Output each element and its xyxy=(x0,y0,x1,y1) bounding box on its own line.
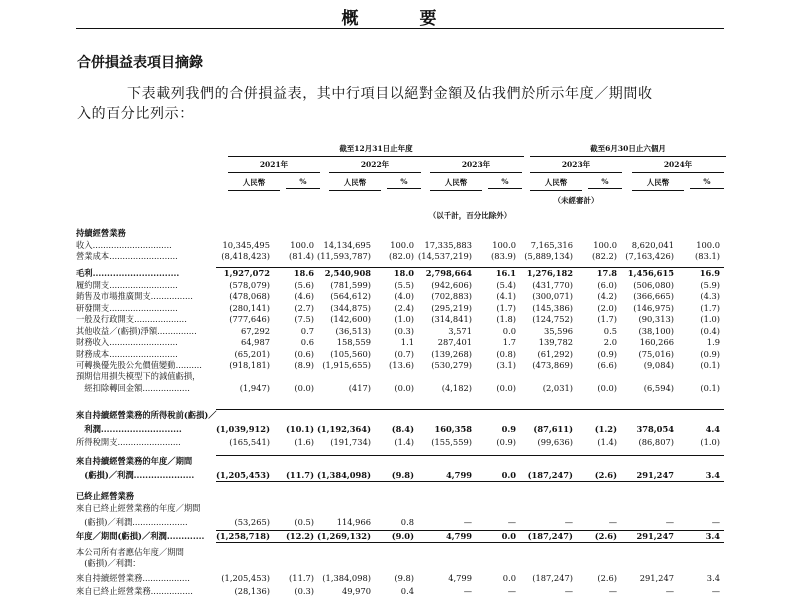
percent-cell: 3.4 xyxy=(706,573,720,583)
percent-cell: (13.6) xyxy=(389,360,414,370)
percent-cell: (0.1) xyxy=(700,383,720,393)
row-label: (虧損)／利潤..................... xyxy=(76,517,188,527)
percent-cell: (1.8) xyxy=(496,314,516,324)
percent-cell: (82.2) xyxy=(592,251,617,261)
amount-cell: (1,205,453) xyxy=(215,470,270,480)
percent-cell: 1.7 xyxy=(502,337,516,347)
percent-cell: 0.4 xyxy=(400,586,414,596)
amount-cell: 64,987 xyxy=(240,337,270,347)
amount-cell: (90,313) xyxy=(638,314,674,324)
amount-cell: 14,134,695 xyxy=(323,240,371,250)
percent-cell: (2.7) xyxy=(294,303,314,313)
percent-cell: (1.0) xyxy=(394,314,414,324)
percent-cell: 0.9 xyxy=(501,424,516,434)
percent-cell: (1.7) xyxy=(597,314,617,324)
amount-cell: (145,386) xyxy=(532,303,573,313)
percent-cell: (0.1) xyxy=(700,360,720,370)
table-row xyxy=(0,517,800,528)
amount-cell: (5,889,134) xyxy=(524,251,573,261)
percent-cell: (10.1) xyxy=(285,424,314,434)
table-row xyxy=(0,268,800,279)
amount-cell: 1,456,615 xyxy=(627,268,674,278)
amount-cell: (191,734) xyxy=(330,437,371,447)
percent-cell: 3.4 xyxy=(705,470,720,480)
amount-cell: (1,205,453) xyxy=(221,573,270,583)
table-row xyxy=(0,326,800,337)
percent-cell: (4.6) xyxy=(294,291,314,301)
amount-cell: 291,247 xyxy=(636,531,674,541)
row-label: 持續經營業務 xyxy=(76,228,126,238)
amount-cell: 2,540,908 xyxy=(324,268,371,278)
row-label: 來自持續經營業務的年度／期間 xyxy=(76,456,193,466)
amount-cell: (2,031) xyxy=(542,383,573,393)
percent-cell: (9.8) xyxy=(391,470,414,480)
amount-cell: — xyxy=(665,517,674,527)
percent-subheader: % xyxy=(690,177,724,189)
percent-cell: 0.6 xyxy=(300,337,314,347)
percent-cell: (4.3) xyxy=(700,291,720,301)
percent-cell: (1.7) xyxy=(700,303,720,313)
row-label: 所得稅開支........................ xyxy=(76,437,181,447)
amount-cell: (14,537,219) xyxy=(418,251,472,261)
amount-cell: 139,782 xyxy=(538,337,573,347)
units-note: （以千計，百分比除外） xyxy=(428,211,512,220)
percent-cell: (5.9) xyxy=(700,280,720,290)
percent-cell: (0.6) xyxy=(294,349,314,359)
amount-cell: (87,611) xyxy=(533,424,573,434)
amount-cell: (38,100) xyxy=(638,326,674,336)
amount-cell: 1,927,072 xyxy=(223,268,270,278)
amount-cell: (1,039,912) xyxy=(215,424,270,434)
percent-cell: (0.8) xyxy=(496,349,516,359)
amount-cell: (1,947) xyxy=(239,383,270,393)
percent-cell: 0.7 xyxy=(300,326,314,336)
amount-cell: (139,268) xyxy=(431,349,472,359)
amount-cell: — xyxy=(564,517,573,527)
table-row xyxy=(0,531,800,542)
percent-cell: (82.0) xyxy=(389,251,414,261)
percent-cell: — xyxy=(711,517,720,527)
amount-cell: 2,798,664 xyxy=(425,268,472,278)
group-header-six-months: 截至6月30日止六個月 xyxy=(530,143,726,157)
row-label: 本公司所有者應佔年度／期間 xyxy=(76,547,184,557)
rmb-subheader: 人民幣 xyxy=(430,177,482,191)
row-label: 來自已終止經營業務................ xyxy=(76,586,193,596)
percent-cell: 0.0 xyxy=(502,326,516,336)
amount-cell: (1,915,655) xyxy=(322,360,371,370)
amount-cell: (36,513) xyxy=(335,326,371,336)
year-header: 2022年 xyxy=(329,159,421,173)
percent-cell: 17.8 xyxy=(596,268,617,278)
percent-cell: 18.0 xyxy=(393,268,414,278)
row-label: 來自已終止經營業務的年度／期間 xyxy=(76,503,201,513)
percent-cell: (0.9) xyxy=(700,349,720,359)
percent-cell: — xyxy=(507,517,516,527)
row-label: 財務成本.......................... xyxy=(76,349,178,359)
table-row xyxy=(0,437,800,448)
table-row xyxy=(0,251,800,262)
amount-cell: (155,559) xyxy=(431,437,472,447)
amount-cell: (1,269,132) xyxy=(316,531,371,541)
amount-cell: — xyxy=(665,586,674,596)
rmb-subheader: 人民幣 xyxy=(632,177,684,191)
amount-cell: (7,163,426) xyxy=(625,251,674,261)
year-header: 2024年 xyxy=(632,159,724,173)
amount-cell: (9,084) xyxy=(643,360,674,370)
percent-cell: (2.0) xyxy=(597,303,617,313)
percent-cell: 100.0 xyxy=(696,240,720,250)
percent-cell: (1.4) xyxy=(394,437,414,447)
rmb-subheader: 人民幣 xyxy=(329,177,381,191)
percent-cell: 1.1 xyxy=(400,337,414,347)
row-label: (虧損)／利潤..................... xyxy=(76,470,195,480)
table-row xyxy=(0,228,800,239)
percent-cell: (0.9) xyxy=(496,437,516,447)
amount-cell: 7,165,316 xyxy=(530,240,573,250)
amount-cell: (506,080) xyxy=(633,280,674,290)
row-label: 來自持續經營業務.................. xyxy=(76,573,190,583)
amount-cell: (1,258,718) xyxy=(215,531,270,541)
percent-cell: (0.5) xyxy=(294,517,314,527)
table-row xyxy=(0,349,800,360)
amount-cell: (187,247) xyxy=(532,573,573,583)
amount-cell: (11,593,787) xyxy=(317,251,371,261)
percent-subheader: % xyxy=(387,177,421,189)
row-label: 利潤............................ xyxy=(76,424,182,434)
percent-cell: (83.1) xyxy=(695,251,720,261)
amount-cell: (4,182) xyxy=(441,383,472,393)
amount-cell: (65,201) xyxy=(234,349,270,359)
amount-cell: 67,292 xyxy=(240,326,270,336)
amount-cell: (146,975) xyxy=(633,303,674,313)
percent-cell: (0.0) xyxy=(394,383,414,393)
amount-cell: 8,620,041 xyxy=(631,240,674,250)
amount-cell: 291,247 xyxy=(639,573,674,583)
amount-cell: 158,559 xyxy=(336,337,371,347)
amount-cell: 378,054 xyxy=(636,424,674,434)
percent-subheader: % xyxy=(488,177,522,189)
amount-cell: (124,752) xyxy=(532,314,573,324)
percent-cell: (2.4) xyxy=(394,303,414,313)
amount-cell: (1,384,098) xyxy=(322,573,371,583)
amount-cell: (530,279) xyxy=(431,360,472,370)
amount-cell: (105,560) xyxy=(330,349,371,359)
amount-cell: 4,799 xyxy=(446,470,472,480)
table-row xyxy=(0,410,800,421)
percent-subheader: % xyxy=(286,177,320,189)
amount-cell: (478,068) xyxy=(229,291,270,301)
row-label: 其他收益／(虧損)淨額............... xyxy=(76,326,197,336)
percent-cell: (5.6) xyxy=(294,280,314,290)
percent-cell: 100.0 xyxy=(290,240,314,250)
percent-cell: 100.0 xyxy=(593,240,617,250)
intro-line-2: 入的百分比列示： xyxy=(77,106,194,122)
amount-cell: 1,276,182 xyxy=(526,268,573,278)
amount-cell: (300,071) xyxy=(532,291,573,301)
percent-cell: (2.6) xyxy=(594,531,617,541)
amount-cell: 4,799 xyxy=(448,573,472,583)
amount-cell: (314,841) xyxy=(431,314,472,324)
table-row xyxy=(0,573,800,584)
row-label: 可轉換優先股公允價值變動.......... xyxy=(76,360,202,370)
amount-cell: (417) xyxy=(348,383,371,393)
amount-cell: (6,594) xyxy=(643,383,674,393)
table-row xyxy=(0,586,800,597)
amount-cell: 287,401 xyxy=(437,337,472,347)
amount-cell: (1,384,098) xyxy=(316,470,371,480)
percent-cell: 16.9 xyxy=(699,268,720,278)
percent-cell: — xyxy=(608,586,617,596)
percent-cell: 4.4 xyxy=(705,424,720,434)
amount-cell: (918,181) xyxy=(229,360,270,370)
amount-cell: (142,600) xyxy=(330,314,371,324)
year-header: 2023年 xyxy=(430,159,522,173)
percent-cell: (7.5) xyxy=(294,314,314,324)
percent-cell: (11.7) xyxy=(285,470,314,480)
table-row xyxy=(0,456,800,467)
year-header: 2021年 xyxy=(228,159,320,173)
percent-cell: (0.0) xyxy=(496,383,516,393)
intro-line-1: 下表載列我們的合併損益表，其中行項目以絕對金額及佔我們於所示年度／期間收 xyxy=(127,86,653,102)
amount-cell: 10,345,495 xyxy=(222,240,270,250)
percent-cell: (1.6) xyxy=(294,437,314,447)
row-label: 履約開支.......................... xyxy=(76,280,178,290)
percent-cell: (6.6) xyxy=(597,360,617,370)
percent-cell: (4.2) xyxy=(597,291,617,301)
amount-cell: (187,247) xyxy=(527,531,573,541)
amount-cell: (942,606) xyxy=(431,280,472,290)
amount-cell: 49,970 xyxy=(341,586,371,596)
amount-cell: (781,599) xyxy=(330,280,371,290)
percent-cell: (9.0) xyxy=(391,531,414,541)
percent-cell: (11.7) xyxy=(289,573,314,583)
percent-cell: — xyxy=(507,586,516,596)
section-title: 合併損益表項目摘錄 xyxy=(77,55,203,71)
percent-cell: (0.3) xyxy=(294,586,314,596)
percent-cell: (0.3) xyxy=(394,326,414,336)
table-row xyxy=(0,371,800,382)
amount-cell: — xyxy=(564,586,573,596)
percent-cell: 100.0 xyxy=(492,240,516,250)
amount-cell: 17,335,883 xyxy=(424,240,472,250)
amount-cell: 291,247 xyxy=(636,470,674,480)
row-label: 來自持續經營業務的所得稅前(虧損)／ xyxy=(76,410,217,420)
table-row xyxy=(0,240,800,251)
amount-cell: (165,541) xyxy=(229,437,270,447)
percent-cell: (5.5) xyxy=(394,280,414,290)
table-row xyxy=(0,360,800,371)
amount-cell: — xyxy=(463,586,472,596)
percent-cell: 1.9 xyxy=(706,337,720,347)
table-row xyxy=(0,558,800,569)
row-label: 收入.............................. xyxy=(76,240,172,250)
amount-cell: (75,016) xyxy=(638,349,674,359)
percent-cell: 0.5 xyxy=(603,326,617,336)
table-row xyxy=(0,314,800,325)
percent-cell: (9.8) xyxy=(394,573,414,583)
percent-cell: (0.0) xyxy=(294,383,314,393)
percent-cell: (0.0) xyxy=(597,383,617,393)
amount-cell: (578,079) xyxy=(229,280,270,290)
percent-cell: (1.0) xyxy=(700,314,720,324)
amount-cell: (473,869) xyxy=(532,360,573,370)
percent-cell: 16.1 xyxy=(495,268,516,278)
amount-cell: (61,292) xyxy=(537,349,573,359)
percent-cell: 0.8 xyxy=(400,517,414,527)
percent-cell: (8.9) xyxy=(294,360,314,370)
amount-cell: (280,141) xyxy=(229,303,270,313)
percent-cell: (0.7) xyxy=(394,349,414,359)
percent-cell: (6.0) xyxy=(597,280,617,290)
unaudited-note: （未經審計） xyxy=(553,196,599,205)
amount-cell: (8,418,423) xyxy=(221,251,270,261)
amount-cell: (431,770) xyxy=(532,280,573,290)
amount-cell: — xyxy=(463,517,472,527)
percent-cell: — xyxy=(608,517,617,527)
percent-cell: (1.4) xyxy=(597,437,617,447)
row-label: 已終止經營業務 xyxy=(76,491,135,501)
rmb-subheader: 人民幣 xyxy=(530,177,582,191)
percent-cell: (4.1) xyxy=(496,291,516,301)
page-title: 概 要 xyxy=(341,9,459,29)
row-label: 銷售及市場推廣開支................ xyxy=(76,291,193,301)
table-row xyxy=(0,424,800,435)
amount-cell: 114,966 xyxy=(336,517,371,527)
amount-cell: (295,219) xyxy=(431,303,472,313)
amount-cell: (86,807) xyxy=(638,437,674,447)
title-underline xyxy=(76,28,724,29)
percent-cell: (0.4) xyxy=(700,326,720,336)
table-row xyxy=(0,470,800,481)
row-label: 預期信用損失模型下的減值虧損， xyxy=(76,371,201,381)
amount-cell: (344,875) xyxy=(330,303,371,313)
percent-cell: 3.4 xyxy=(705,531,720,541)
percent-cell: (1.7) xyxy=(496,303,516,313)
group-header-fiscal-year: 截至12月31日止年度 xyxy=(228,143,524,157)
percent-cell: 18.6 xyxy=(293,268,314,278)
row-label: 一般及行政開支.................... xyxy=(76,314,187,324)
percent-cell: 2.0 xyxy=(603,337,617,347)
amount-cell: (564,612) xyxy=(330,291,371,301)
row-label: 研發開支.......................... xyxy=(76,303,178,313)
amount-cell: (702,883) xyxy=(431,291,472,301)
amount-cell: (99,636) xyxy=(537,437,573,447)
amount-cell: 160,358 xyxy=(434,424,472,434)
amount-cell: (777,646) xyxy=(229,314,270,324)
table-row xyxy=(0,503,800,514)
percent-cell: — xyxy=(711,586,720,596)
amount-cell: 160,266 xyxy=(639,337,674,347)
year-header: 2023年 xyxy=(530,159,622,173)
percent-cell: 0.0 xyxy=(501,531,516,541)
percent-cell: (2.6) xyxy=(597,573,617,583)
percent-cell: (1.0) xyxy=(700,437,720,447)
table-row xyxy=(0,280,800,291)
percent-cell: (3.1) xyxy=(496,360,516,370)
row-label: 財務收入.......................... xyxy=(76,337,178,347)
percent-cell: 0.0 xyxy=(502,573,516,583)
table-row xyxy=(0,303,800,314)
percent-cell: (81.4) xyxy=(289,251,314,261)
percent-cell: (5.4) xyxy=(496,280,516,290)
intro-paragraph xyxy=(77,84,723,124)
percent-cell: 100.0 xyxy=(390,240,414,250)
amount-cell: (366,665) xyxy=(633,291,674,301)
amount-cell: (187,247) xyxy=(527,470,573,480)
percent-cell: (12.2) xyxy=(285,531,314,541)
row-label: 經扣除轉回金額.................. xyxy=(76,383,190,393)
amount-cell: (28,136) xyxy=(234,586,270,596)
table-row xyxy=(0,383,800,394)
row-label: 毛利.............................. xyxy=(76,268,180,278)
percent-cell: 0.0 xyxy=(501,470,516,480)
amount-cell: (53,265) xyxy=(234,517,270,527)
row-label: (虧損)／利潤： xyxy=(76,558,141,568)
amount-cell: 35,596 xyxy=(543,326,573,336)
table-row xyxy=(0,491,800,502)
percent-cell: (4.0) xyxy=(394,291,414,301)
amount-cell: 4,799 xyxy=(446,531,472,541)
rmb-subheader: 人民幣 xyxy=(228,177,280,191)
row-label: 營業成本.......................... xyxy=(76,251,178,261)
percent-subheader: % xyxy=(588,177,622,189)
percent-cell: (83.9) xyxy=(491,251,516,261)
table-row xyxy=(0,337,800,348)
amount-cell: 3,571 xyxy=(448,326,472,336)
amount-cell: (1,192,364) xyxy=(316,424,371,434)
percent-cell: (1.2) xyxy=(594,424,617,434)
percent-cell: (2.6) xyxy=(594,470,617,480)
row-label: 年度／期間(虧損)／利潤............. xyxy=(76,531,205,541)
percent-cell: (8.4) xyxy=(391,424,414,434)
table-row xyxy=(0,547,800,558)
table-row xyxy=(0,291,800,302)
percent-cell: (0.9) xyxy=(597,349,617,359)
